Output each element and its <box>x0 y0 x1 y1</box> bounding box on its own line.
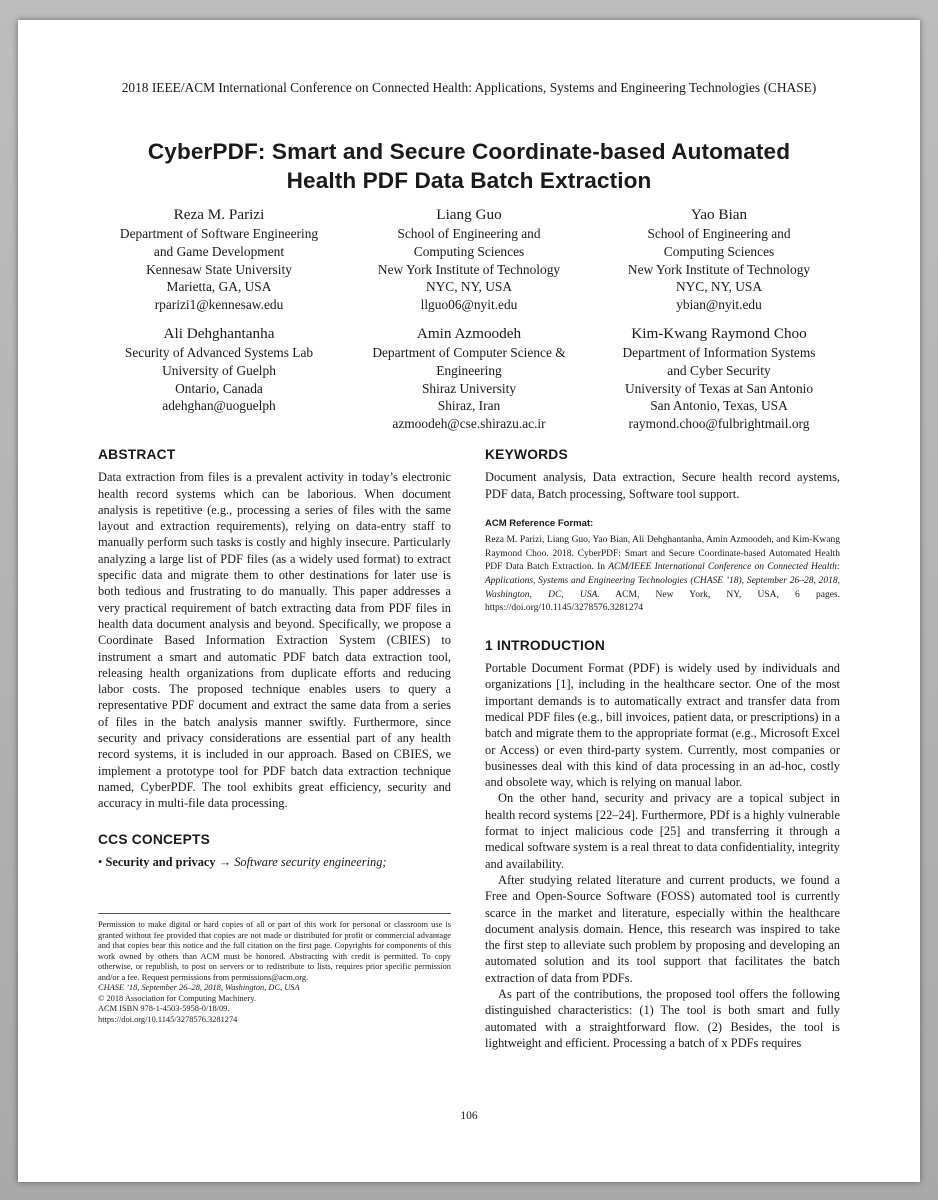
author-affiliation-line: University of Texas at San Antonio <box>624 380 814 396</box>
copyright-line: © 2018 Association for Computing Machinery. <box>98 993 256 1003</box>
author-affiliation-line: University of Guelph <box>162 362 276 378</box>
author-affiliation-line: Shiraz University <box>421 380 517 396</box>
abstract-text: Data extraction from files is a prevalent activity in today’s electronic health record systems which can be laborious. When document analysis is repetitive (e.g., processing a series of files with the same layout and extraction requirements), relying on data-entry staff to manually perform such tasks is costly and highly insecure. Particularly analyzing a large list of PDF files (as a widely used format) to extract specific data and migrate them to other destinations for later use is both tedious and frustrating to do manually. This paper addresses a very practical requirement of batch extracting data from PDF files in health data document analysis and beyond. Specifically, we propose a Coordinate Based Information Extraction System (CBIES) to instrument a smart and automatic PDF batch data extraction tool, releasing health organizations from duplicate efforts and reducing labor costs. The proposed technique enables users to query a representative PDF document and extract the same data from a series of files in the batch analysis manner swiftly. Furthermore, since security and privacy considerations are essential part of any health record systems, it is included in our approach. Based on CBIES, we implement a prototype tool for PDF batch data extraction technique named, CyberPDF. The tool exhibits great efficiency, security and accuracy in multi-file data processing. <box>98 470 451 811</box>
right-column <box>485 447 840 1051</box>
intro-paragraph: On the other hand, security and privacy are a topical subject in health record systems [22–24]. Furthermore, PDf is a highly vulnerable format to inject malicious code [25] and transferring it through a medical software system is a real threat to data confidentiality, integrity and availability. <box>485 791 840 871</box>
author-name: Ali Dehghantanha <box>163 324 275 342</box>
page-number: 106 <box>460 1110 478 1122</box>
venue-line: CHASE ’18, September 26–28, 2018, Washington, DC, USA <box>98 983 300 992</box>
abstract-heading: ABSTRACT <box>98 447 176 462</box>
author-email: azmoodeh@cse.shirazu.ac.ir <box>392 416 546 432</box>
author-name: Amin Azmoodeh <box>416 324 522 342</box>
author-affiliation-line: School of Engineering and <box>397 226 541 241</box>
copyright-footnote <box>98 913 451 1025</box>
author-name: Yao Bian <box>690 206 748 223</box>
doi-link[interactable]: https://doi.org/10.1145/3278576.3281274 <box>98 1014 238 1024</box>
keywords-text: Document analysis, Data extraction, Secure health record aystems, PDF data, Batch processing, Software tool support. <box>485 470 840 501</box>
acm-reference-part: Reza M. Parizi, Liang Guo, Yao Bian, Ali Dehghantanha, Amin Azmoodeh, and Kim-Kwang Raymond Choo. 2018. CyberPDF: Smart and Secure Coordinate-based Automated Health PDF Data Batch Extraction. In <box>485 535 840 573</box>
author-affiliation-line: NYC, NY, USA <box>425 279 513 295</box>
acm-reference-part: ACM, New York, NY, USA, 6 pages. https://doi.org/10.1145/3278576.3281274 <box>485 589 840 614</box>
author-affiliation-line: Engineering <box>436 362 502 378</box>
left-column <box>98 447 451 870</box>
author-affiliation-line: School of Engineering and <box>647 226 791 241</box>
author-affiliation-line: Shiraz, Iran <box>437 398 501 414</box>
author-card <box>598 205 840 314</box>
author-card <box>98 205 340 314</box>
acm-reference-label: ACM Reference Format: <box>485 517 594 529</box>
ccs-concept: Software security engineering; <box>234 854 387 869</box>
author-email: rparizi1@kennesaw.edu <box>154 297 284 313</box>
acm-reference-text <box>485 534 840 616</box>
author-email: llguo06@nyit.edu <box>420 297 518 313</box>
author-email: adehghan@uoguelph <box>162 398 276 414</box>
author-affiliation-line: and Cyber Security <box>667 362 771 378</box>
author-affiliation-line: and Game Development <box>153 243 285 259</box>
author-affiliation-line: Department of Software Engineering <box>119 226 319 241</box>
author-name: Reza M. Parizi <box>173 206 265 223</box>
ccs-concepts <box>98 854 451 870</box>
paper-title-line-2: Health PDF Data Batch Extraction <box>286 168 652 193</box>
paper-title <box>58 137 880 195</box>
author-email: ybian@nyit.edu <box>676 297 762 313</box>
ccs-category: Security and privacy <box>105 854 216 869</box>
author-affiliation-line: Marietta, GA, USA <box>166 279 272 295</box>
author-block <box>98 205 840 433</box>
permission-notice: Permission to make digital or hard copies of all or part of this work for personal or classroom use is granted without fee provided that copies are not made or distributed for profit or commercial advantage and that copies bear this notice and the full citation on the first page. Copyrights for components of this work owned by others than ACM must be honored. Abstracting with credit is permitted. To copy otherwise, or republish, to post on servers or to redistribute to lists, requires prior specific permission and/or a fee. Request permissions from permissions@acm.org. <box>98 920 451 982</box>
conference-header: 2018 IEEE/ACM International Conference on Connected Health: Applications, Systems and Engineering Technologies (CHASE) <box>121 80 817 95</box>
author-affiliation-line: Computing Sciences <box>663 243 775 259</box>
author-affiliation-line: Ontario, Canada <box>175 380 263 396</box>
author-affiliation-line: Department of Information Systems <box>622 344 816 360</box>
author-card <box>340 324 598 433</box>
author-affiliation-line: New York Institute of Technology <box>377 261 561 277</box>
author-affiliation-line: San Antonio, Texas, USA <box>650 398 788 414</box>
author-affiliation-line: Kennesaw State University <box>146 261 292 277</box>
ccs-heading: CCS CONCEPTS <box>98 831 211 847</box>
intro-paragraph: As part of the contributions, the proposed tool offers the following distinguished characteristics: (1) The tool is both smart and fully automated with a straightforward flow. (2) Besides, the tool is lightweight and efficient. Processing a batch of x PDFs requires <box>485 986 840 1050</box>
author-affiliation-line: Security of Advanced Systems Lab <box>124 344 314 360</box>
ccs-bullet: • <box>98 854 103 869</box>
author-name: Liang Guo <box>436 206 502 223</box>
author-card <box>598 324 840 433</box>
intro-paragraph: Portable Document Format (PDF) is widely used by individuals and organizations [1], including in the healthcare sector. One of the most important demands is to automatically extract and transfer data from medical PDF files (e.g., bill invoices, patient data, or prescriptions) in a batch and migrate them to the appropriate format (e.g., Microsoft Excel or Access) or even third-party system. Currently, most companies or businesses deal with this kind of data processing in an ad-hoc, costly and obsolete way, which is relying on manual labor. <box>485 661 840 790</box>
author-name: Kim-Kwang Raymond Choo <box>631 324 807 342</box>
intro-paragraph: After studying related literature and current products, we found a Free and Open-Source Software (FOSS) automated tool is currently scarce in the market and literature, especially within the healthcare document analysis domain. Hence, this research was inspired to take the first step to alleviate such problem by proposing and developing an automated solution and its tool support that facilitates the batch extraction of data from PDFs. <box>485 872 840 985</box>
author-email: raymond.choo@fulbrightmail.org <box>628 416 810 432</box>
arrow-icon: → <box>218 854 232 869</box>
author-affiliation-line: Computing Sciences <box>413 243 525 259</box>
introduction-heading: 1 INTRODUCTION <box>485 637 606 653</box>
author-affiliation-line: Department of Computer Science & <box>372 344 566 360</box>
author-card <box>340 205 598 314</box>
paper-title-line-1: CyberPDF: Smart and Secure Coordinate-based Automated <box>147 139 791 164</box>
pdf-page <box>18 20 920 1182</box>
isbn-line: ACM ISBN 978-1-4503-5958-0/18/09. <box>98 1004 230 1013</box>
author-affiliation-line: NYC, NY, USA <box>675 279 763 295</box>
acm-reference-venue: ACM/IEEE International Conference on Connected Health: Applications, Systems and Engineering Technologies (CHASE ’18), September 26–28, 2018, Washington, DC, USA. <box>485 562 840 600</box>
author-card <box>98 324 340 433</box>
keywords-heading: KEYWORDS <box>485 447 568 462</box>
author-affiliation-line: New York Institute of Technology <box>627 261 811 277</box>
